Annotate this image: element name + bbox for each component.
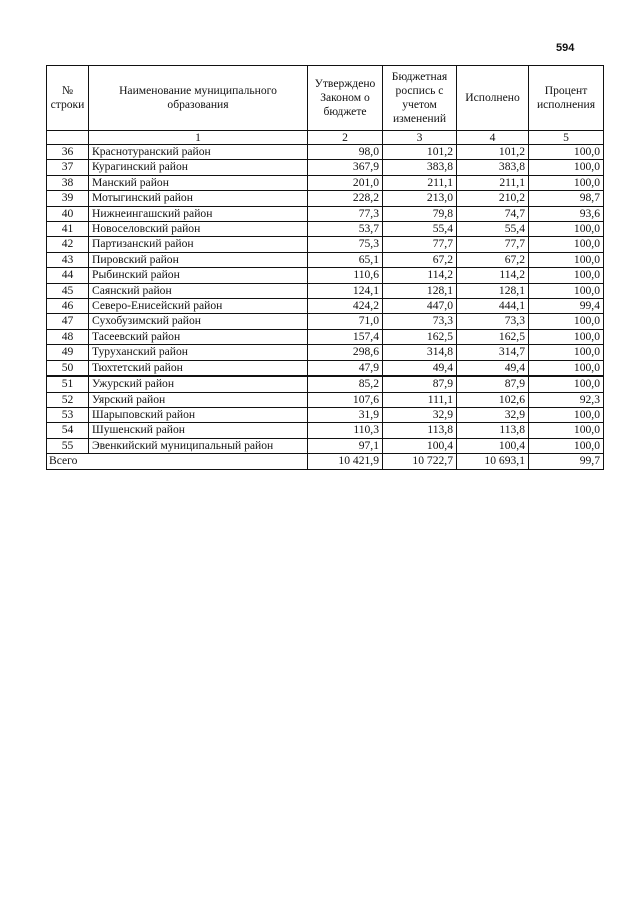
municipality-name: Эвенкийский муниципальный район — [89, 438, 308, 453]
approved-value: 65,1 — [308, 252, 383, 267]
table-row — [47, 268, 604, 283]
municipality-name: Ужурский район — [89, 376, 308, 392]
header-approved: Утверждено Законом о бюджете — [308, 66, 383, 131]
approved-value: 75,3 — [308, 237, 383, 252]
executed-value: 114,2 — [457, 268, 529, 283]
total-label: Всего — [47, 454, 308, 469]
percent-value: 100,0 — [529, 237, 604, 252]
percent-value: 92,3 — [529, 392, 604, 407]
approved-value: 47,9 — [308, 360, 383, 376]
table-row — [47, 160, 604, 175]
executed-value: 162,5 — [457, 329, 529, 344]
column-numbers-row — [47, 131, 604, 145]
row-number: 55 — [47, 438, 89, 453]
budget-value: 77,7 — [383, 237, 457, 252]
percent-value: 93,6 — [529, 206, 604, 221]
municipality-name: Новоселовский район — [89, 222, 308, 237]
municipality-name: Курагинский район — [89, 160, 308, 175]
row-number: 49 — [47, 345, 89, 360]
column-number: 5 — [529, 131, 604, 145]
row-number: 36 — [47, 145, 89, 160]
table-body — [47, 145, 604, 454]
executed-value: 87,9 — [457, 376, 529, 392]
table-row — [47, 222, 604, 237]
approved-value: 98,0 — [308, 145, 383, 160]
row-number: 41 — [47, 222, 89, 237]
approved-value: 71,0 — [308, 314, 383, 329]
executed-value: 101,2 — [457, 145, 529, 160]
executed-value: 32,9 — [457, 407, 529, 422]
table-header-row — [47, 66, 604, 131]
table-row — [47, 314, 604, 329]
approved-value: 424,2 — [308, 299, 383, 314]
percent-value: 100,0 — [529, 222, 604, 237]
row-number: 43 — [47, 252, 89, 267]
total-executed: 10 693,1 — [457, 454, 529, 469]
municipality-name: Нижнеингашский район — [89, 206, 308, 221]
total-budget: 10 722,7 — [383, 454, 457, 469]
municipality-name: Тюхтетский район — [89, 360, 308, 376]
budget-value: 73,3 — [383, 314, 457, 329]
approved-value: 31,9 — [308, 407, 383, 422]
table-row — [47, 191, 604, 206]
percent-value: 100,0 — [529, 268, 604, 283]
percent-value: 100,0 — [529, 407, 604, 422]
approved-value: 85,2 — [308, 376, 383, 392]
municipality-name: Краснотуранский район — [89, 145, 308, 160]
total-row — [47, 454, 604, 469]
row-number: 40 — [47, 206, 89, 221]
budget-value: 67,2 — [383, 252, 457, 267]
table-row — [47, 360, 604, 376]
table-row — [47, 175, 604, 190]
budget-value: 128,1 — [383, 283, 457, 298]
budget-value: 32,9 — [383, 407, 457, 422]
column-number: 2 — [308, 131, 383, 145]
approved-value: 157,4 — [308, 329, 383, 344]
executed-value: 73,3 — [457, 314, 529, 329]
percent-value: 100,0 — [529, 175, 604, 190]
row-number: 51 — [47, 376, 89, 392]
table-row — [47, 423, 604, 438]
budget-value: 447,0 — [383, 299, 457, 314]
municipality-name: Шарыповский район — [89, 407, 308, 422]
header-budget-list: Бюджетная роспись с учетом изменений — [383, 66, 457, 131]
approved-value: 107,6 — [308, 392, 383, 407]
municipality-name: Шушенский район — [89, 423, 308, 438]
percent-value: 100,0 — [529, 360, 604, 376]
executed-value: 383,8 — [457, 160, 529, 175]
executed-value: 314,7 — [457, 345, 529, 360]
approved-value: 124,1 — [308, 283, 383, 298]
budget-value: 49,4 — [383, 360, 457, 376]
table-row — [47, 299, 604, 314]
budget-value: 383,8 — [383, 160, 457, 175]
total-approved: 10 421,9 — [308, 454, 383, 469]
row-number: 42 — [47, 237, 89, 252]
percent-value: 100,0 — [529, 283, 604, 298]
table-row — [47, 438, 604, 453]
budget-value: 79,8 — [383, 206, 457, 221]
table-row — [47, 376, 604, 392]
budget-value: 314,8 — [383, 345, 457, 360]
executed-value: 102,6 — [457, 392, 529, 407]
executed-value: 444,1 — [457, 299, 529, 314]
municipality-name: Уярский район — [89, 392, 308, 407]
percent-value: 100,0 — [529, 329, 604, 344]
municipality-name: Партизанский район — [89, 237, 308, 252]
page-number: 594 — [556, 42, 575, 54]
percent-value: 100,0 — [529, 314, 604, 329]
executed-value: 210,2 — [457, 191, 529, 206]
executed-value: 77,7 — [457, 237, 529, 252]
total-percent: 99,7 — [529, 454, 604, 469]
table-row — [47, 329, 604, 344]
budget-value: 211,1 — [383, 175, 457, 190]
budget-value: 113,8 — [383, 423, 457, 438]
executed-value: 128,1 — [457, 283, 529, 298]
approved-value: 77,3 — [308, 206, 383, 221]
executed-value: 211,1 — [457, 175, 529, 190]
column-number: 4 — [457, 131, 529, 145]
table-row — [47, 283, 604, 298]
municipality-name: Манский район — [89, 175, 308, 190]
budget-value: 114,2 — [383, 268, 457, 283]
table-row — [47, 237, 604, 252]
column-number: 3 — [383, 131, 457, 145]
percent-value: 100,0 — [529, 423, 604, 438]
budget-value: 111,1 — [383, 392, 457, 407]
approved-value: 110,6 — [308, 268, 383, 283]
table-row — [47, 206, 604, 221]
municipality-name: Пировский район — [89, 252, 308, 267]
executed-value: 67,2 — [457, 252, 529, 267]
executed-value: 55,4 — [457, 222, 529, 237]
percent-value: 100,0 — [529, 145, 604, 160]
row-number: 52 — [47, 392, 89, 407]
municipality-name: Рыбинский район — [89, 268, 308, 283]
budget-value: 100,4 — [383, 438, 457, 453]
municipality-name: Мотыгинский район — [89, 191, 308, 206]
budget-value: 213,0 — [383, 191, 457, 206]
budget-value: 162,5 — [383, 329, 457, 344]
row-number: 45 — [47, 283, 89, 298]
row-number: 38 — [47, 175, 89, 190]
budget-value: 87,9 — [383, 376, 457, 392]
table-row — [47, 145, 604, 160]
row-number: 44 — [47, 268, 89, 283]
percent-value: 100,0 — [529, 438, 604, 453]
executed-value: 113,8 — [457, 423, 529, 438]
approved-value: 298,6 — [308, 345, 383, 360]
percent-value: 100,0 — [529, 345, 604, 360]
approved-value: 367,9 — [308, 160, 383, 175]
approved-value: 201,0 — [308, 175, 383, 190]
budget-execution-table — [46, 65, 604, 470]
municipality-name: Тасеевский район — [89, 329, 308, 344]
row-number: 48 — [47, 329, 89, 344]
approved-value: 97,1 — [308, 438, 383, 453]
percent-value: 100,0 — [529, 252, 604, 267]
table-row — [47, 407, 604, 422]
municipality-name: Саянский район — [89, 283, 308, 298]
header-executed: Исполнено — [457, 66, 529, 131]
header-municipality-name: Наименование муниципального образования — [89, 66, 308, 131]
header-row-number: № строки — [47, 66, 89, 131]
percent-value: 100,0 — [529, 160, 604, 175]
table-row — [47, 252, 604, 267]
approved-value: 110,3 — [308, 423, 383, 438]
budget-value: 55,4 — [383, 222, 457, 237]
header-percent: Процент исполнения — [529, 66, 604, 131]
row-number: 39 — [47, 191, 89, 206]
approved-value: 53,7 — [308, 222, 383, 237]
column-number — [47, 131, 89, 145]
table-row — [47, 392, 604, 407]
budget-value: 101,2 — [383, 145, 457, 160]
row-number: 54 — [47, 423, 89, 438]
executed-value: 74,7 — [457, 206, 529, 221]
row-number: 53 — [47, 407, 89, 422]
percent-value: 100,0 — [529, 376, 604, 392]
table-row — [47, 345, 604, 360]
municipality-name: Туруханский район — [89, 345, 308, 360]
row-number: 47 — [47, 314, 89, 329]
approved-value: 228,2 — [308, 191, 383, 206]
executed-value: 100,4 — [457, 438, 529, 453]
column-number: 1 — [89, 131, 308, 145]
percent-value: 98,7 — [529, 191, 604, 206]
row-number: 46 — [47, 299, 89, 314]
row-number: 37 — [47, 160, 89, 175]
row-number: 50 — [47, 360, 89, 376]
municipality-name: Сухобузимский район — [89, 314, 308, 329]
municipality-name: Северо-Енисейский район — [89, 299, 308, 314]
percent-value: 99,4 — [529, 299, 604, 314]
executed-value: 49,4 — [457, 360, 529, 376]
